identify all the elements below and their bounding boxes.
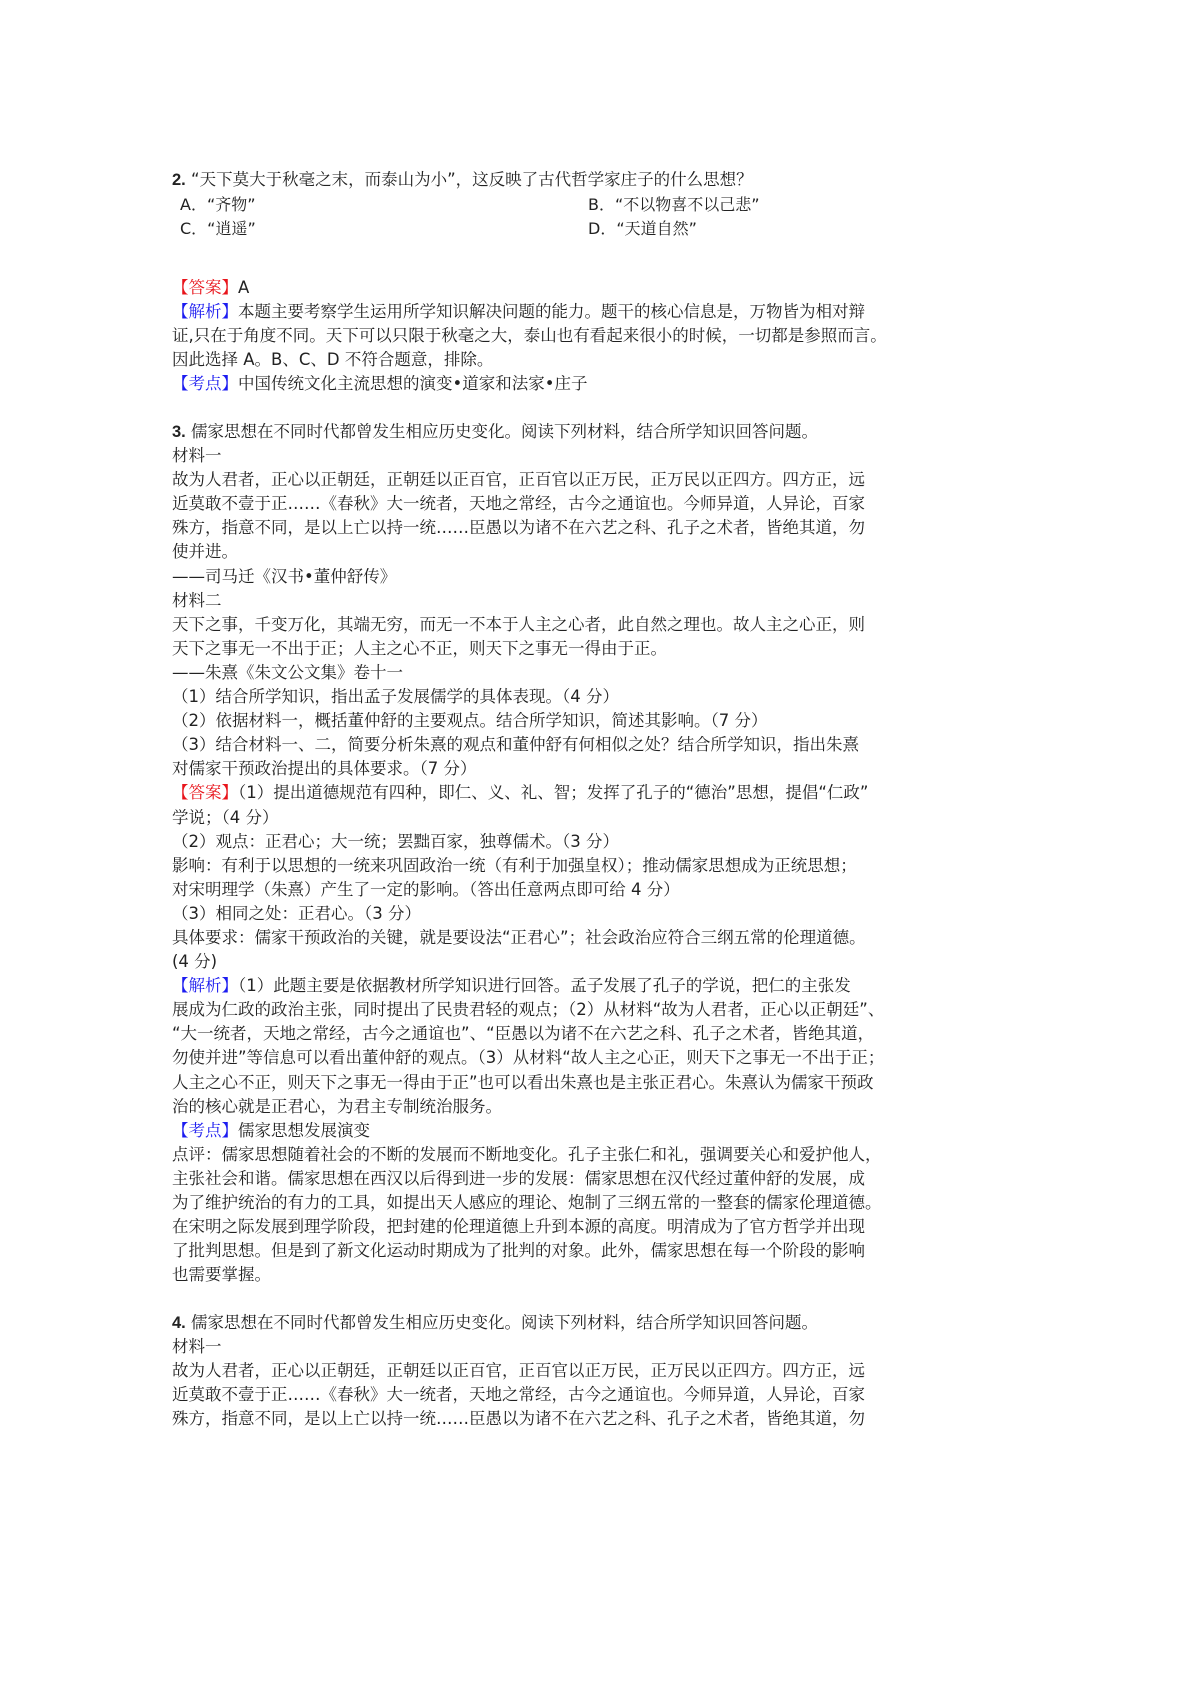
- question-2-solution: [172, 276, 1052, 396]
- line-text: 证,只在于角度不同。天下可以只限于秋毫之大，泰山也有看起来很小的时候，一切都是参照而言。: [172, 326, 887, 346]
- line-text: （3）相同之处：正君心。（3 分）: [172, 903, 421, 923]
- text-line: [172, 300, 1052, 324]
- section-label: 【解析】: [172, 302, 238, 322]
- line-text: 殊方，指意不同，是以上亡以持一统……臣愚以为诸不在六艺之科、孔子之术者，皆绝其道，勿: [172, 1409, 865, 1429]
- text-line: [172, 974, 1052, 998]
- text-line: [172, 589, 1052, 613]
- line-text: （3）结合材料一、二，简要分析朱熹的观点和董仲舒有何相似之处？结合所学知识，指出朱熹: [172, 735, 859, 755]
- text-line: [172, 733, 1052, 757]
- question-number: 4.: [172, 1314, 186, 1332]
- line-text: 故为人君者，正心以正朝廷，正朝廷以正百官，正百官以正万民，正万民以正四方。四方正，远: [172, 470, 865, 490]
- line-text: 材料一: [172, 446, 222, 466]
- line-text: 材料二: [172, 590, 222, 610]
- line-text: ——朱熹《朱文公文集》卷十一: [172, 662, 403, 682]
- section-label: 【考点】: [172, 374, 238, 394]
- line-text: （1）结合所学知识，指出孟子发展儒学的具体表现。（4 分）: [172, 687, 619, 707]
- question-2: [172, 168, 1052, 240]
- question-number: 2.: [172, 171, 186, 189]
- line-text: 人主之心不正，则天下之事无一得由于正”也可以看出朱熹也是主张正君心。朱熹认为儒家干预政: [172, 1072, 874, 1092]
- text-line: [172, 902, 1052, 926]
- text-line: [172, 420, 1052, 444]
- line-text: 了批判思想。但是到了新文化运动时期成为了批判的对象。此外，儒家思想在每一个阶段的影响: [172, 1241, 865, 1261]
- text-line: [172, 661, 1052, 685]
- question-number: 3.: [172, 423, 186, 441]
- line-text: 儒家思想在不同时代都曾发生相应历史变化。阅读下列材料，结合所学知识回答问题。: [191, 1313, 819, 1332]
- text-line: [172, 685, 1052, 709]
- text-line: [172, 1071, 1052, 1095]
- text-line: [172, 1167, 1052, 1191]
- line-text: 使并进。: [172, 542, 238, 562]
- text-line: [172, 444, 1052, 468]
- option-c: C．“逍遥”: [180, 219, 256, 239]
- line-text: 也需要掌握。: [172, 1265, 271, 1285]
- text-line: [172, 757, 1052, 781]
- line-text: 学说；（4 分）: [172, 807, 279, 827]
- line-text: 在宋明之际发展到理学阶段，把封建的伦理道德上升到本源的高度。明清成为了官方哲学并出现: [172, 1217, 865, 1237]
- line-text: 天下之事，千变万化，其端无穷，而无一不本于人主之心者，此自然之理也。故人主之心正，则: [172, 614, 865, 634]
- line-text: 故为人君者，正心以正朝廷，正朝廷以正百官，正百官以正万民，正万民以正四方。四方正，远: [172, 1361, 865, 1381]
- text-line: [172, 781, 1052, 805]
- text-line: [172, 1022, 1052, 1046]
- text-line: [172, 372, 1052, 396]
- line-text: 主张社会和谐。儒家思想在西汉以后得到进一步的发展：儒家思想在汉代经过董仲舒的发展，成: [172, 1168, 865, 1188]
- text-line: [172, 348, 1052, 372]
- line-text: 影响：有利于以思想的一统来巩固政治一统（有利于加强皇权）；推动儒家思想成为正统思想；: [172, 855, 857, 875]
- text-line: [172, 1215, 1052, 1239]
- line-text: 近莫敢不壹于正……《春秋》大一统者，天地之常经，古今之通谊也。今师异道，人异论，百家: [172, 494, 865, 514]
- text-line: [172, 878, 1052, 902]
- line-text: (4 分): [172, 952, 218, 972]
- section-label: 【考点】: [172, 1120, 238, 1140]
- text-line: [172, 1359, 1052, 1383]
- question-text: “天下莫大于秋毫之末，而泰山为小”，这反映了古代哲学家庄子的什么思想？: [191, 170, 753, 189]
- text-line: [172, 854, 1052, 878]
- text-line: [172, 709, 1052, 733]
- question-4: [172, 1311, 1052, 1431]
- text-line: [172, 276, 1052, 300]
- text-line: [172, 1191, 1052, 1215]
- text-line: [172, 565, 1052, 589]
- text-line: [172, 1311, 1052, 1335]
- line-text: 治的核心就是正君心，为君主专制统治服务。: [172, 1096, 502, 1116]
- line-text: 为了维护统治的有力的工具，如提出天人感应的理论、炮制了三纲五常的一整套的儒家伦理道德。: [172, 1193, 882, 1212]
- line-text: 勿使并进”等信息可以看出董仲舒的观点。（3）从材料“故人主之心正，则天下之事无一不出于正；: [172, 1048, 885, 1068]
- line-text: A: [238, 278, 250, 297]
- line-text: 点评：儒家思想随着社会的不断的发展而不断地变化。孔子主张仁和礼，强调要关心和爱护他人，: [172, 1144, 882, 1164]
- section-label: 【解析】: [172, 976, 238, 996]
- text-line: [172, 1119, 1052, 1143]
- option-d: D．“天道自然”: [588, 219, 697, 239]
- text-line: [172, 516, 1052, 540]
- text-line: [172, 1046, 1052, 1070]
- text-line: [172, 1263, 1052, 1287]
- line-text: 儒家思想在不同时代都曾发生相应历史变化。阅读下列材料，结合所学知识回答问题。: [191, 422, 819, 441]
- question-stem: [172, 168, 1052, 192]
- section-label: 【答案】: [172, 278, 238, 297]
- line-text: （1）此题主要是依据教材所学知识进行回答。孟子发展了孔子的学说，把仁的主张发: [238, 976, 851, 996]
- text-line: [172, 324, 1052, 348]
- line-text: 殊方，指意不同，是以上亡以持一统……臣愚以为诸不在六艺之科、孔子之术者，皆绝其道，勿: [172, 518, 865, 538]
- text-line: [172, 830, 1052, 854]
- text-line: [172, 1407, 1052, 1431]
- line-text: “大一统者，天地之常经，古今之通谊也”、“臣愚以为诸不在六艺之科、孔子之术者，皆绝其道，: [172, 1024, 875, 1044]
- question-3: [172, 420, 1052, 1287]
- text-line: [172, 926, 1052, 950]
- option-a: A．“齐物”: [180, 195, 256, 215]
- line-text: （2）依据材料一，概括董仲舒的主要观点。结合所学知识，简述其影响。（7 分）: [172, 711, 768, 731]
- line-text: 对儒家干预政治提出的具体要求。（7 分）: [172, 759, 477, 779]
- text-line: [172, 1143, 1052, 1167]
- text-line: [172, 613, 1052, 637]
- text-line: [172, 1095, 1052, 1119]
- line-text: 展成为仁政的政治主张，同时提出了民贵君轻的观点；（2）从材料“故为人君者，正心以正朝廷”、: [172, 1000, 885, 1020]
- text-line: [172, 1335, 1052, 1359]
- line-text: 因此选择 A。B、C、D 不符合题意，排除。: [172, 350, 494, 370]
- text-line: [172, 540, 1052, 564]
- text-line: [172, 950, 1052, 974]
- line-text: ——司马迁《汉书•董仲舒传》: [172, 566, 397, 586]
- options-row: [172, 216, 1052, 240]
- line-text: 对宋明理学（朱熹）产生了一定的影响。（答出任意两点即可给 4 分）: [172, 879, 680, 899]
- line-text: （1）提出道德规范有四种，即仁、义、礼、智；发挥了孔子的“德治”思想，提倡“仁政”: [238, 783, 869, 803]
- text-line: [172, 637, 1052, 661]
- line-text: 近莫敢不壹于正……《春秋》大一统者，天地之常经，古今之通谊也。今师异道，人异论，百家: [172, 1385, 865, 1405]
- line-text: 中国传统文化主流思想的演变•道家和法家•庄子: [238, 374, 588, 394]
- line-text: （2）观点：正君心；大一统；罢黜百家，独尊儒术。（3 分）: [172, 831, 619, 851]
- line-text: 儒家思想发展演变: [238, 1120, 370, 1140]
- line-text: 本题主要考察学生运用所学知识解决问题的能力。题干的核心信息是，万物皆为相对辩: [238, 302, 865, 322]
- option-b: B．“不以物喜不以己悲”: [588, 195, 760, 215]
- text-line: [172, 1239, 1052, 1263]
- line-text: 材料一: [172, 1337, 222, 1357]
- section-label: 【答案】: [172, 783, 238, 803]
- text-line: [172, 998, 1052, 1022]
- line-text: 天下之事无一不出于正；人主之心不正，则天下之事无一得由于正。: [172, 638, 667, 658]
- text-line: [172, 492, 1052, 516]
- text-line: [172, 806, 1052, 830]
- options-row: [172, 192, 1052, 216]
- text-line: [172, 1383, 1052, 1407]
- line-text: 具体要求：儒家干预政治的关键，就是要设法“正君心”；社会政治应符合三纲五常的伦理道德。: [172, 927, 866, 947]
- text-line: [172, 468, 1052, 492]
